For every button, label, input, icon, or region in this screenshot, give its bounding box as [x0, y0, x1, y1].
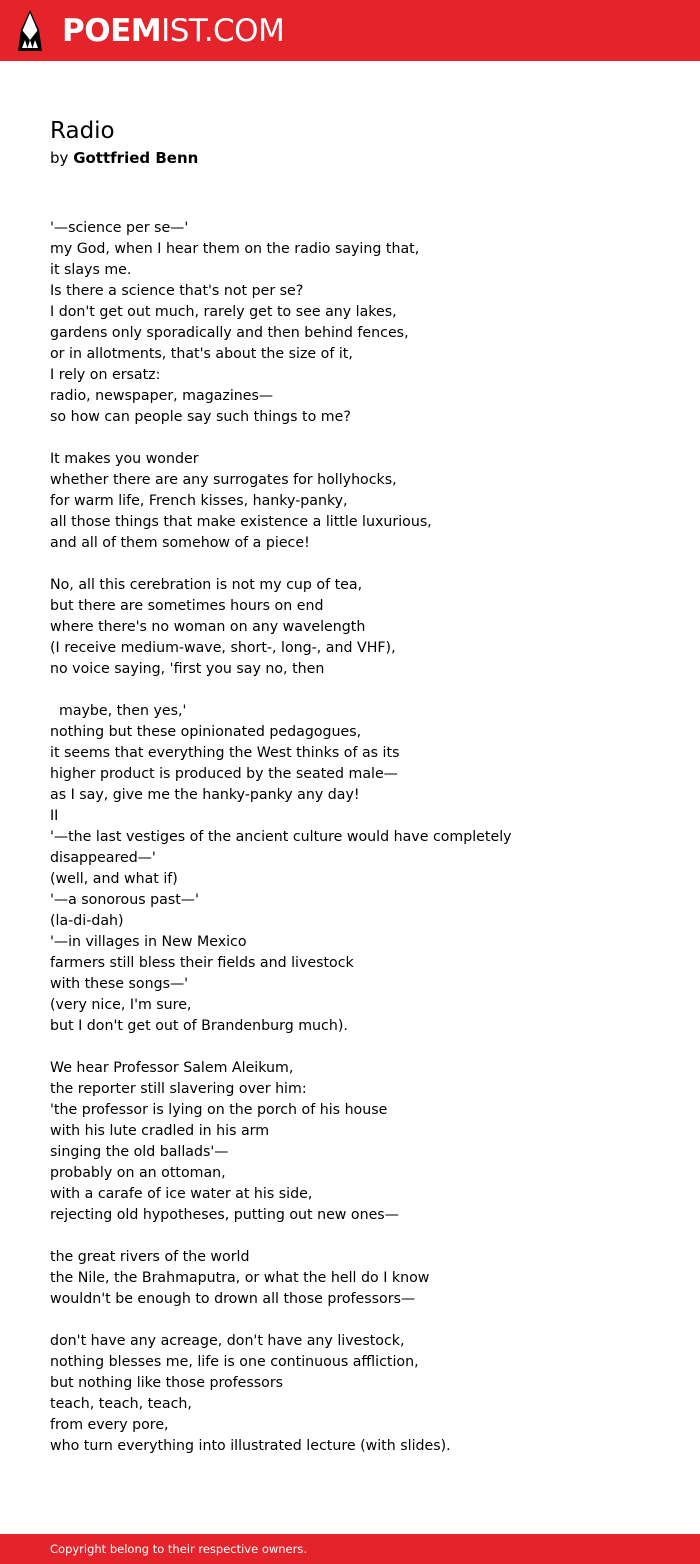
- site-header: [0, 0, 700, 61]
- poem-line: from every pore,: [50, 1417, 169, 1433]
- pen-nib-icon[interactable]: [18, 10, 42, 51]
- stanza-break: [50, 554, 670, 575]
- stanza-break: [50, 1037, 670, 1058]
- poem-line: wouldn't be enough to drown all those professors—: [50, 1291, 416, 1307]
- poem-line: all those things that make existence a little luxurious,: [50, 514, 432, 530]
- poem-line: it slays me.: [50, 262, 132, 278]
- poem-byline: [50, 148, 198, 169]
- poem-line: no voice saying, 'first you say no, then: [50, 661, 325, 677]
- stanza-break: [50, 428, 670, 449]
- stanza-break: [50, 680, 670, 701]
- poem-line: teach, teach, teach,: [50, 1396, 192, 1412]
- poem-line: Is there a science that's not per se?: [50, 283, 304, 299]
- poem-line: higher product is produced by the seated male—: [50, 766, 398, 782]
- poem-line: it seems that everything the West thinks of as its: [50, 745, 400, 761]
- poem-line: rejecting old hypotheses, putting out new ones—: [50, 1207, 399, 1223]
- poem-author[interactable]: Gottfried Benn: [73, 149, 199, 167]
- poem-line: '—the last vestiges of the ancient culture would have completely: [50, 829, 512, 845]
- copyright-text: Copyright belong to their respective owners.: [50, 1542, 308, 1556]
- poem-line: radio, newspaper, magazines—: [50, 388, 274, 404]
- poem-title: Radio: [50, 118, 115, 144]
- poem-line: the great rivers of the world: [50, 1249, 250, 1265]
- poem-line: disappeared—': [50, 850, 156, 866]
- poem-line: but there are sometimes hours on end: [50, 598, 324, 614]
- poem-line: who turn everything into illustrated lecture (with slides).: [50, 1438, 451, 1454]
- poem-line: nothing but these opinionated pedagogues,: [50, 724, 362, 740]
- stanza-break: [50, 1310, 670, 1331]
- poem-line: I don't get out much, rarely get to see any lakes,: [50, 304, 397, 320]
- poem-line: '—a sonorous past—': [50, 892, 199, 908]
- poem-line: the reporter still slavering over him:: [50, 1081, 307, 1097]
- poem-line: (I receive medium-wave, short-, long-, and VHF),: [50, 640, 396, 656]
- poem-line: and all of them somehow of a piece!: [50, 535, 310, 551]
- poem-line: the Nile, the Brahmaputra, or what the hell do I know: [50, 1270, 430, 1286]
- poem-line: with a carafe of ice water at his side,: [50, 1186, 313, 1202]
- poem-body: [50, 218, 670, 1457]
- poem-line: '—in villages in New Mexico: [50, 934, 247, 950]
- poem-line: or in allotments, that's about the size of it,: [50, 346, 353, 362]
- site-footer: [0, 1534, 700, 1564]
- poem-line: but I don't get out of Brandenburg much).: [50, 1018, 348, 1034]
- poem-line: nothing blesses me, life is one continuous affliction,: [50, 1354, 419, 1370]
- poem-line: with his lute cradled in his arm: [50, 1123, 270, 1139]
- poem-line: No, all this cerebration is not my cup of tea,: [50, 577, 363, 593]
- poem-line: as I say, give me the hanky-panky any day!: [50, 787, 360, 803]
- poem-line: '—science per se—': [50, 220, 189, 236]
- poem-line: (very nice, I'm sure,: [50, 997, 192, 1013]
- poem-line: whether there are any surrogates for hollyhocks,: [50, 472, 397, 488]
- poem-line: (la-di-dah): [50, 913, 124, 929]
- poem-line: where there's no woman on any wavelength: [50, 619, 366, 635]
- poem-line: with these songs—': [50, 976, 189, 992]
- poem-line: probably on an ottoman,: [50, 1165, 226, 1181]
- poem-line: It makes you wonder: [50, 451, 199, 467]
- poem-line: We hear Professor Salem Aleikum,: [50, 1060, 294, 1076]
- logo-light-text: IST.COM: [161, 13, 285, 49]
- poem-line: farmers still bless their fields and livestock: [50, 955, 354, 971]
- poem-line: (well, and what if): [50, 871, 178, 887]
- poem-line: my God, when I hear them on the radio saying that,: [50, 241, 420, 257]
- poem-line: I rely on ersatz:: [50, 367, 161, 383]
- poem-line: II: [50, 808, 59, 824]
- logo-bold-text: POEM: [62, 13, 162, 49]
- stanza-break: [50, 1226, 670, 1247]
- poem-line: maybe, then yes,': [50, 703, 187, 719]
- site-logo[interactable]: [62, 11, 284, 51]
- poem-line: for warm life, French kisses, hanky-panky,: [50, 493, 348, 509]
- poem-line: so how can people say such things to me?: [50, 409, 351, 425]
- poem-line: but nothing like those professors: [50, 1375, 284, 1391]
- poem-line: 'the professor is lying on the porch of his house: [50, 1102, 388, 1118]
- poem-line: don't have any acreage, don't have any livestock,: [50, 1333, 405, 1349]
- poem-line: singing the old ballads'—: [50, 1144, 229, 1160]
- by-label: by: [50, 149, 69, 167]
- poem-line: gardens only sporadically and then behind fences,: [50, 325, 409, 341]
